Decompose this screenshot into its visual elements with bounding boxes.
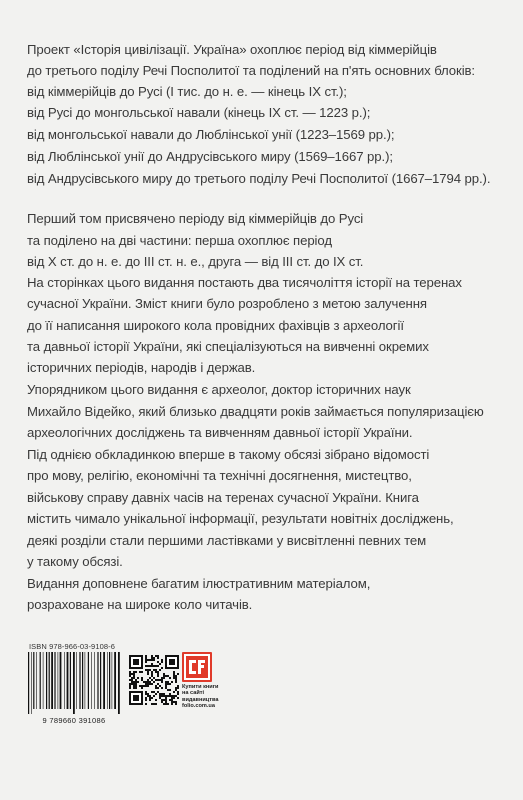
annotation-line: деякі розділи стали першими ластівками у висвітленні певних тем xyxy=(27,533,427,548)
publisher-url: folio.com.ua xyxy=(182,703,215,710)
annotation-line: та давньої історії України, які спеціалізуються на вивченні окремих xyxy=(27,339,429,354)
annotation-line: від X ст. до н. е. до III ст. н. е., друга — від III ст. до IX ст. xyxy=(27,254,364,269)
annotation-line: у такому обсязі. xyxy=(27,554,123,569)
buy-line: видавництва xyxy=(182,696,219,703)
annotation-line: Проект «Історія цивілізації. Україна» охоплює період від кіммерійців xyxy=(27,42,437,57)
annotation-line: про мову, релігію, економічні та технічні досягнення, мистецтво, xyxy=(27,468,412,483)
annotation-line: На сторінках цього видання постають два тисячоліття історії на теренах xyxy=(27,275,462,290)
qr-code-icon xyxy=(129,655,179,705)
annotation-line: від Люблінської унії до Андрусівського миру (1569–1667 рр.); xyxy=(27,149,393,164)
annotation-line: історичних періодів, народів і держав. xyxy=(27,360,256,375)
buy-line: Купити книги xyxy=(182,684,219,690)
isbn-label: ISBN 978-966-03-9108-6 xyxy=(29,642,116,651)
annotation-line: Під однією обкладинкою вперше в такому обсязі зібрано відомості xyxy=(27,447,430,462)
annotation-line: Упорядником цього видання є археолог, доктор історичних наук xyxy=(27,382,411,397)
publisher-logo xyxy=(182,652,212,682)
annotation-line: археологічних досліджень та вивченням давньої історії України. xyxy=(27,425,413,440)
annotation-line: Михайло Відейко, який близько двадцяти років займається популяризацією xyxy=(27,404,484,419)
annotation-line: Видання доповнене багатим ілюстративним матеріалом, xyxy=(27,576,371,591)
annotation-line: до її написання широкого кола провідних фахівців з археології xyxy=(27,318,404,333)
barcode-icon xyxy=(27,652,121,714)
annotation-line: розраховане на широке коло читачів. xyxy=(27,597,253,612)
barcode-number: 9 789660 391086 xyxy=(42,716,106,725)
annotation-line: та поділено на дві частини: перша охоплює період xyxy=(27,233,332,248)
annotation-line: Перший том присвячено періоду від кіммерійців до Русі xyxy=(27,211,364,226)
buy-line: на сайті xyxy=(182,690,205,697)
annotation-line: до третього поділу Речі Посполитої та поділений на п'ять основних блоків: xyxy=(27,63,476,78)
annotation-line: сучасної України. Зміст книги було розроблено з метою залучення xyxy=(27,296,427,311)
annotation-line: від Андрусівського миру до третього поділу Речі Посполитої (1667–1794 рр.). xyxy=(27,171,491,186)
annotation-line: від кіммерійців до Русі (І тис. до н. е. — кінець IX ст.); xyxy=(27,84,347,99)
folio-logo-icon xyxy=(182,652,212,682)
annotation-line: містить чимало унікальної інформації, результати новітніх досліджень, xyxy=(27,511,454,526)
annotation-line: військову справу давніх часів на теренах сучасної України. Книга xyxy=(27,490,419,505)
annotation-line: від Русі до монгольської навали (кінець IX ст. — 1223 р.); xyxy=(27,105,371,120)
annotation-line: від монгольської навали до Люблінської унії (1223–1569 рр.); xyxy=(27,127,395,142)
buy-online-note xyxy=(182,684,226,710)
